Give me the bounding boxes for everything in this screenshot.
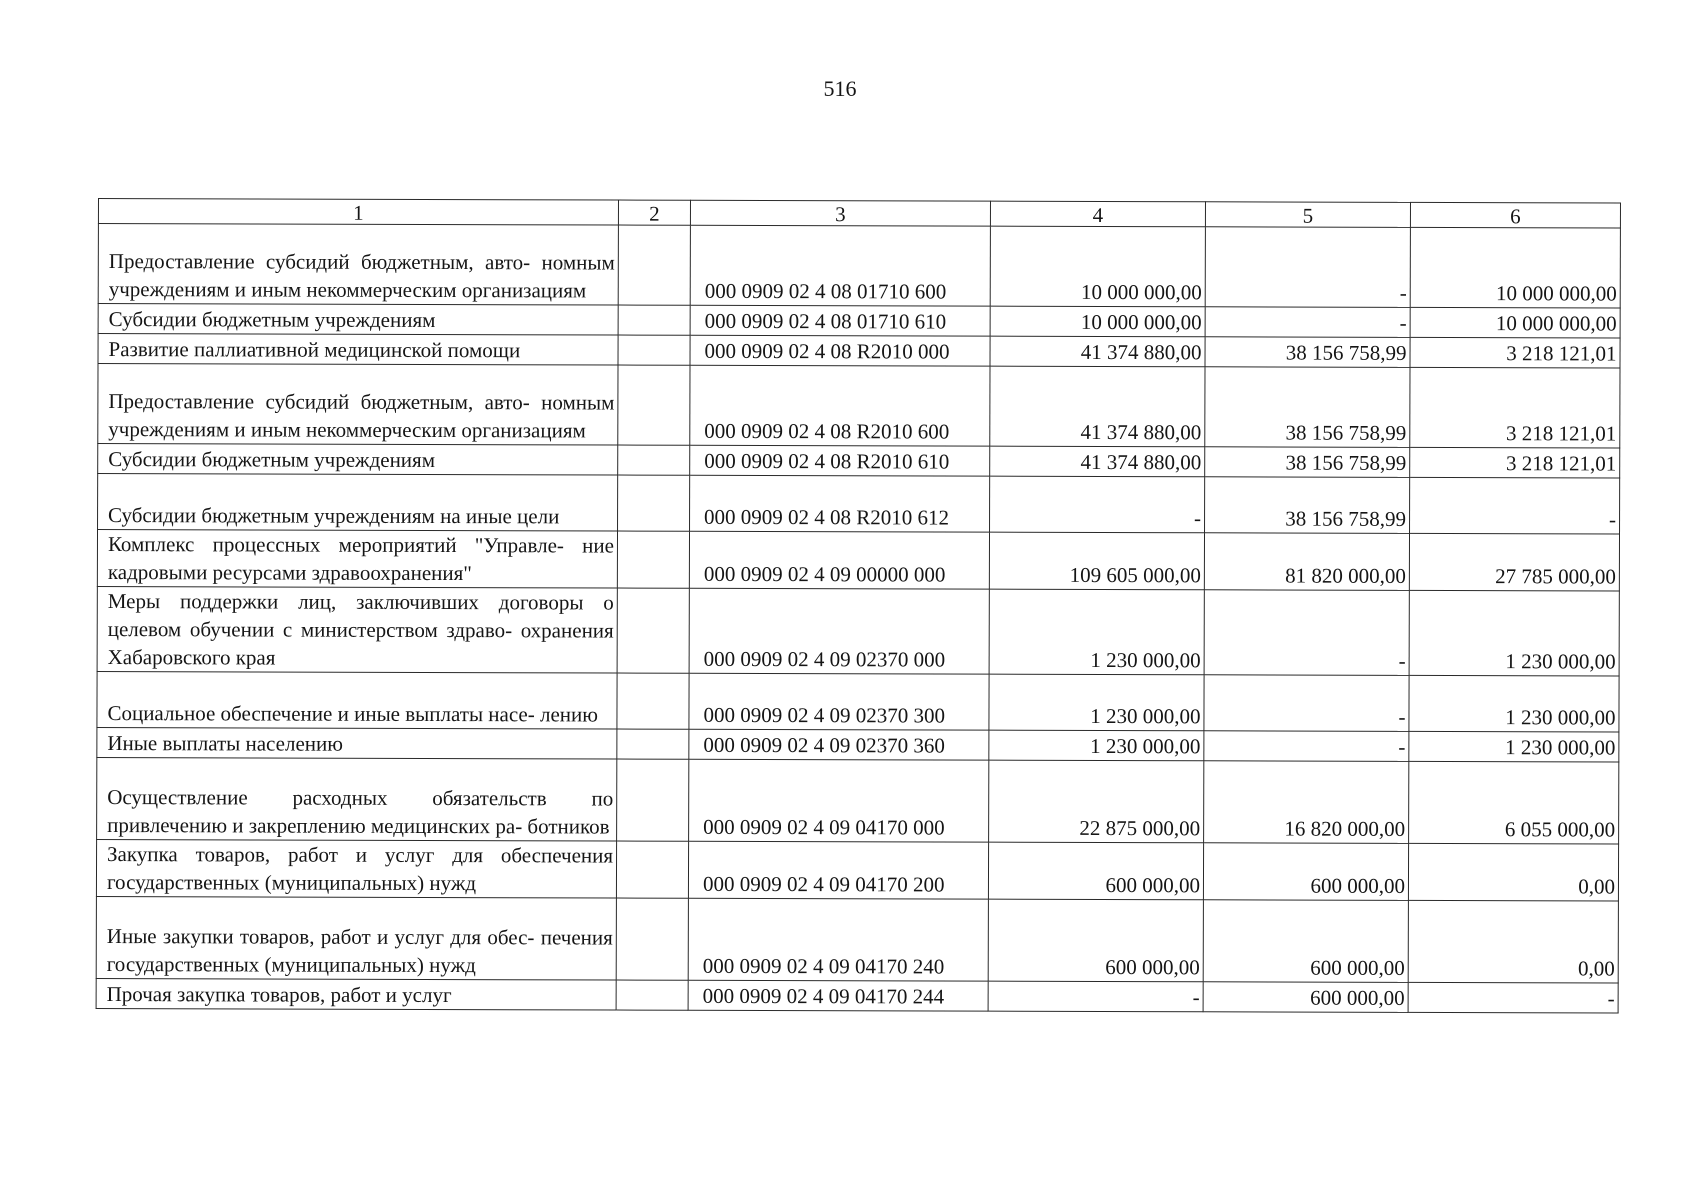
row-amount-col4: 600 000,00 [988, 842, 1203, 900]
row-amount-col4: 41 374 880,00 [990, 336, 1205, 367]
row-amount-col4: 10 000 000,00 [990, 226, 1205, 307]
row-amount-col5: - [1205, 227, 1410, 308]
row-name-cell: Субсидии бюджетным учреждениям на иные цели [98, 474, 618, 532]
budget-table-body [96, 199, 1620, 1014]
table-row [98, 444, 1620, 479]
row-code-cell: 000 0909 02 4 09 04170 240 [688, 898, 988, 981]
row-col2-cell [618, 445, 690, 475]
row-amount-col6: - [1410, 477, 1620, 534]
budget-table [96, 198, 1621, 1014]
row-name-cell: Предоставление субсидий бюджетным, авто- номным учреждениям и иным некоммерческим организациям [98, 224, 618, 306]
table-row [97, 671, 1619, 732]
row-amount-col6: 10 000 000,00 [1410, 227, 1620, 308]
row-col2-cell [617, 673, 689, 729]
row-code-cell: 000 0909 02 4 09 02370 300 [689, 673, 989, 730]
table-row [96, 978, 1618, 1013]
row-name-cell: Субсидии бюджетным учреждениям [98, 304, 618, 336]
header-cell-6: 6 [1410, 202, 1620, 228]
table-row [97, 757, 1619, 844]
row-col2-cell [617, 588, 689, 673]
row-code-cell: 000 0909 02 4 08 R2010 610 [690, 445, 990, 476]
table-row [97, 727, 1619, 762]
row-amount-col6: 3 218 121,01 [1410, 367, 1620, 448]
row-code-cell: 000 0909 02 4 09 02370 000 [689, 588, 989, 674]
row-amount-col4: - [988, 981, 1203, 1012]
row-amount-col6: 0,00 [1408, 843, 1618, 901]
row-name-cell: Меры поддержки лиц, заключивших договоры о целевом обучении с министерством здраво- охранения Хабаровского края [97, 586, 617, 673]
row-col2-cell [616, 898, 688, 980]
row-amount-col5: 600 000,00 [1203, 982, 1408, 1013]
row-amount-col5: 81 820 000,00 [1204, 533, 1409, 591]
row-amount-col5: 38 156 758,99 [1205, 447, 1410, 478]
table-row [98, 364, 1620, 449]
row-amount-col6: 27 785 000,00 [1409, 533, 1619, 591]
row-code-cell: 000 0909 02 4 09 02370 360 [689, 729, 989, 760]
row-name-cell: Закупка товаров, работ и услуг для обеспечения государственных (муниципальных) нужд [96, 839, 616, 898]
row-amount-col4: 41 374 880,00 [990, 446, 1205, 477]
row-code-cell: 000 0909 02 4 08 R2010 000 [690, 335, 990, 366]
row-name-cell: Комплекс процессных мероприятий "Управле- ние кадровыми ресурсами здравоохранения" [97, 530, 617, 589]
row-col2-cell [617, 729, 689, 759]
table-row [98, 474, 1620, 535]
row-name-cell: Субсидии бюджетным учреждениям [98, 444, 618, 476]
row-code-cell: 000 0909 02 4 08 R2010 600 [690, 365, 990, 446]
row-amount-col6: 3 218 121,01 [1410, 337, 1620, 368]
header-cell-1: 1 [98, 199, 618, 226]
row-amount-col4: 600 000,00 [988, 899, 1203, 982]
row-amount-col6: 3 218 121,01 [1410, 447, 1620, 478]
row-amount-col4: 1 230 000,00 [989, 589, 1204, 675]
header-cell-4: 4 [990, 201, 1205, 227]
header-cell-5: 5 [1205, 202, 1410, 228]
row-amount-col5: - [1204, 590, 1409, 676]
row-amount-col5: - [1204, 675, 1409, 732]
row-code-cell: 000 0909 02 4 09 00000 000 [689, 531, 989, 589]
budget-sheet [96, 198, 1620, 1014]
row-col2-cell [618, 305, 690, 335]
row-amount-col4: 109 605 000,00 [989, 532, 1204, 590]
row-name-cell: Социальное обеспечение и иные выплаты насе- лению [97, 671, 617, 729]
page-number: 516 [823, 76, 857, 101]
row-amount-col4: 10 000 000,00 [990, 306, 1205, 337]
row-amount-col6: - [1408, 982, 1618, 1013]
row-code-cell: 000 0909 02 4 08 01710 610 [690, 305, 990, 336]
row-name-cell: Иные выплаты населению [97, 727, 617, 759]
row-amount-col5: 16 820 000,00 [1204, 761, 1409, 844]
row-amount-col5: 38 156 758,99 [1205, 367, 1410, 448]
row-amount-col4: - [990, 476, 1205, 533]
table-row [98, 334, 1620, 369]
row-col2-cell [617, 531, 689, 588]
row-col2-cell [616, 841, 688, 898]
row-code-cell: 000 0909 02 4 08 R2010 612 [690, 475, 990, 532]
row-amount-col6: 0,00 [1408, 900, 1618, 983]
row-code-cell: 000 0909 02 4 09 04170 244 [688, 980, 988, 1011]
row-col2-cell [617, 759, 689, 841]
row-code-cell: 000 0909 02 4 09 04170 000 [689, 759, 989, 842]
row-code-cell: 000 0909 02 4 08 01710 600 [690, 225, 990, 306]
row-name-cell: Предоставление субсидий бюджетным, авто- номным учреждениям и иным некоммерческим организациям [98, 364, 618, 446]
table-row [98, 304, 1620, 339]
row-col2-cell [618, 225, 690, 305]
header-cell-2: 2 [618, 200, 690, 225]
table-row [96, 839, 1618, 901]
row-amount-col4: 1 230 000,00 [989, 674, 1204, 731]
row-amount-col6: 6 055 000,00 [1409, 761, 1619, 844]
row-name-cell: Осуществление расходных обязательств по привлечению и закреплению медицинских ра- ботников [97, 757, 617, 841]
row-col2-cell [618, 475, 690, 531]
row-name-cell: Прочая закупка товаров, работ и услуг [96, 978, 616, 1010]
row-amount-col5: - [1204, 731, 1409, 762]
row-col2-cell [616, 980, 688, 1010]
row-amount-col4: 41 374 880,00 [990, 366, 1205, 447]
row-name-cell: Развитие паллиативной медицинской помощи [98, 334, 618, 366]
row-name-cell: Иные закупки товаров, работ и услуг для обес- печения государственных (муниципальных) нужд [96, 896, 616, 980]
table-row [98, 224, 1620, 309]
row-amount-col6: 10 000 000,00 [1410, 307, 1620, 338]
row-amount-col6: 1 230 000,00 [1409, 731, 1619, 762]
header-cell-3: 3 [690, 200, 990, 226]
row-amount-col6: 1 230 000,00 [1409, 675, 1619, 732]
row-amount-col5: 600 000,00 [1203, 843, 1408, 901]
table-row [97, 530, 1619, 592]
row-code-cell: 000 0909 02 4 09 04170 200 [688, 841, 988, 899]
row-col2-cell [618, 365, 690, 445]
row-col2-cell [618, 335, 690, 365]
row-amount-col6: 1 230 000,00 [1409, 590, 1619, 676]
table-row [97, 586, 1619, 676]
row-amount-col5: - [1205, 307, 1410, 338]
row-amount-col4: 1 230 000,00 [989, 730, 1204, 761]
row-amount-col5: 38 156 758,99 [1205, 337, 1410, 368]
row-amount-col5: 38 156 758,99 [1205, 477, 1410, 534]
table-row [96, 896, 1618, 983]
row-amount-col4: 22 875 000,00 [989, 760, 1204, 843]
row-amount-col5: 600 000,00 [1203, 900, 1408, 983]
